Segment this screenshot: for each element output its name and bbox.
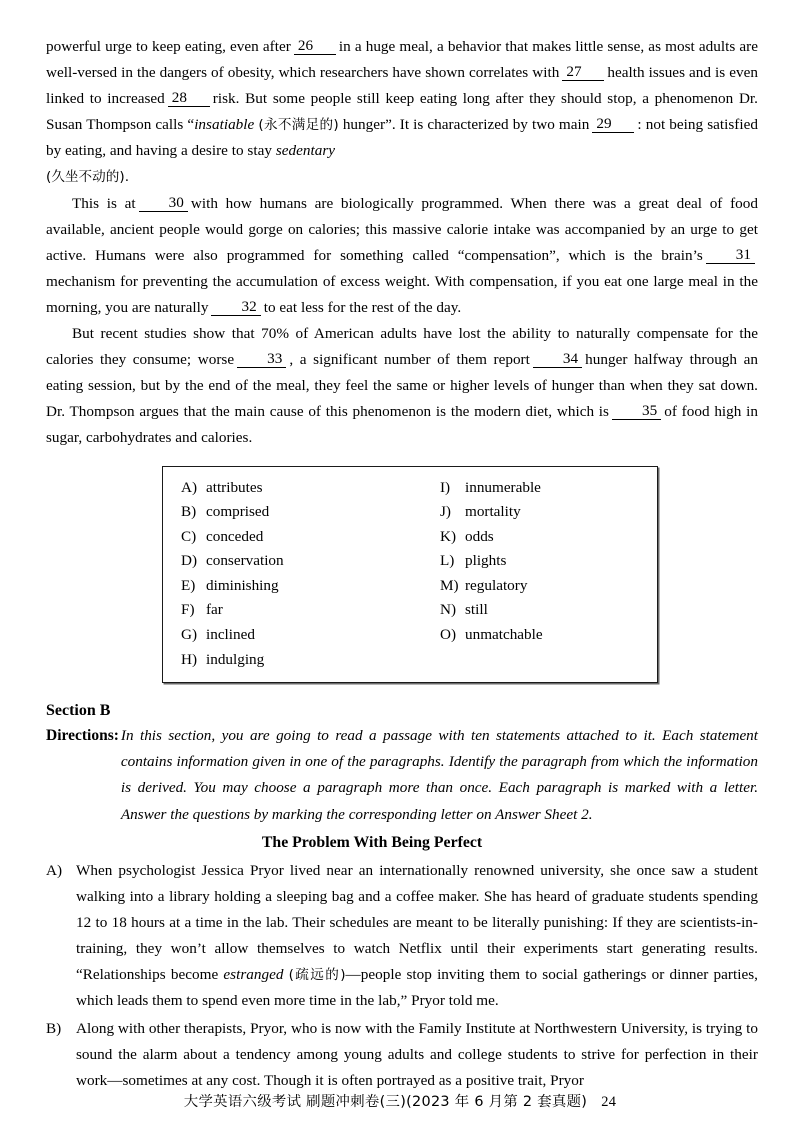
paragraph-text: Along with other therapists, Pryor, who is now with the Family Institute at Northwestern University, is trying to sound the alarm about a tendency among young adults and college students to strive for perfection in their work—sometimes at any cost. Though it is often portrayed as a positive trait, Pryor — [76, 1020, 758, 1090]
blank-30[interactable]: 30 — [139, 194, 188, 212]
cloze-text: , a significant number of them report — [289, 351, 530, 369]
option-word: far — [206, 601, 223, 619]
option-letter: O) — [440, 626, 457, 644]
gloss-sedentary: (久坐不动的). — [46, 169, 130, 186]
option-word: unmatchable — [465, 626, 543, 644]
option-word: comprised — [206, 503, 270, 521]
cloze-text: in a huge meal, a behavior that makes little sense, as most adults are well-versed in the dangers of obesity, which researchers have shown correlates with — [46, 38, 758, 82]
option-word: still — [465, 601, 488, 619]
glossed-word-estranged: estranged — [223, 966, 284, 983]
word-bank-option[interactable] — [440, 598, 657, 623]
blank-26[interactable]: 26 — [294, 37, 336, 55]
option-word: indulging — [206, 650, 265, 668]
cloze-text: risk. But some people still keep eating long after they should stop, a phenomenon Dr. Susan Thompson calls “ — [46, 90, 758, 134]
option-letter: H) — [181, 650, 198, 668]
word-bank-column-right — [410, 476, 657, 673]
cloze-text: health issues and is even linked to increased — [46, 64, 758, 108]
option-letter: N) — [440, 601, 457, 619]
passage-paragraph-a — [46, 858, 758, 1015]
word-bank-option[interactable] — [440, 549, 657, 574]
option-word: diminishing — [206, 576, 279, 594]
blank-31[interactable]: 31 — [706, 246, 755, 264]
cloze-paragraph-2 — [46, 191, 758, 321]
page-footer — [0, 1090, 800, 1111]
option-word: odds — [465, 527, 494, 545]
option-letter: B) — [181, 503, 197, 521]
option-letter: G) — [181, 626, 198, 644]
paragraph-letter: A) — [46, 861, 63, 879]
option-letter: I) — [440, 478, 451, 496]
section-b-heading: Section B — [46, 702, 111, 720]
option-letter: J) — [440, 503, 451, 521]
option-letter: D) — [181, 552, 198, 570]
option-word: regulatory — [465, 576, 528, 594]
option-word: mortality — [465, 503, 521, 521]
word-bank-option[interactable] — [181, 476, 410, 501]
cloze-text: But recent studies show that 70% of American adults have lost the ability to naturally compensate for the calories they consume; worse — [46, 325, 758, 369]
footer-title: 大学英语六级考试 刷题冲刺卷(三)(2023 年 6 月第 2 套真题) — [183, 1094, 588, 1110]
word-bank-option[interactable] — [181, 549, 410, 574]
blank-34[interactable]: 34 — [533, 350, 582, 368]
directions-text: In this section, you are going to read a passage with ten statements attached to it. Each statement contains information given in one of the paragraphs. Identify the paragraph from which the information is derived. You may choose a paragraph more than once. Each paragraph is marked with a letter. Answer the questions by marking the corresponding letter on Answer Sheet 2. — [120, 727, 758, 823]
option-letter: M) — [440, 576, 459, 594]
gloss-estranged: (疏远的) — [288, 967, 346, 983]
blank-27[interactable]: 27 — [562, 63, 604, 81]
gloss-insatiable: (永不满足的) — [258, 117, 339, 134]
option-word: plights — [465, 552, 507, 570]
cloze-paragraph-3 — [46, 321, 758, 451]
option-letter: F) — [181, 601, 195, 619]
blank-32[interactable]: 32 — [211, 298, 260, 316]
word-bank-option[interactable] — [181, 623, 410, 648]
cloze-text: : not being satisfied by eating, and having a desire to stay — [46, 116, 758, 160]
glossed-word-sedentary: sedentary — [275, 142, 336, 160]
directions-block — [46, 723, 758, 827]
word-bank-option[interactable] — [181, 648, 410, 673]
option-letter: C) — [181, 527, 197, 545]
glossed-word-insatiable: insatiable — [194, 116, 255, 134]
cloze-text: of food high in sugar, carbohydrates and calories. — [46, 403, 758, 447]
paragraph-text-part: When psychologist Jessica Pryor lived near an internationally renowned university, she once saw a student walking into a library holding a sleeping bag and a coffee maker. She has heard of graduate students spending 12 to 18 hours at a time in the lab. Their schedules are meant to be literally punishing: If they are scientists-in-training, they won’t allow themselves to watch Netflix until their experiments start generating results. “Relationships become — [76, 861, 758, 983]
option-word: inclined — [206, 626, 255, 644]
cloze-text: hunger halfway through an eating session, but by the end of the meal, they feel the same or higher levels of hunger than when they sat down. Dr. Thompson argues that the main cause of this phenomenon is the modern diet, which is — [46, 351, 758, 421]
paragraph-letter: B) — [46, 1020, 62, 1038]
word-bank-option[interactable] — [440, 525, 657, 550]
word-bank-option[interactable] — [440, 623, 657, 648]
word-bank-box — [162, 466, 658, 684]
option-word: conceded — [206, 527, 264, 545]
cloze-text: mechanism for preventing the accumulation of excess weight. With compensation, if you eat one large meal in the morning, you are naturally — [46, 272, 758, 316]
cloze-paragraph-1 — [46, 34, 758, 191]
blank-29[interactable]: 29 — [592, 115, 634, 133]
word-bank-option[interactable] — [181, 574, 410, 599]
cloze-text: with how humans are biologically programmed. When there was a great deal of food available, ancient people would gorge on calories; this massive calorie intake was accompanied by an urge to get active. Humans were also programmed for something called “compensation”, which is the brain’s — [46, 194, 759, 264]
cloze-text: hunger”. It is characterized by two main — [342, 116, 590, 134]
cloze-text: to eat less for the rest of the day. — [263, 298, 462, 316]
word-bank-column-left — [163, 476, 410, 673]
option-letter: L) — [440, 552, 455, 570]
passage-title: The Problem With Being Perfect — [261, 833, 483, 851]
word-bank-option[interactable] — [440, 476, 657, 501]
paragraph-text — [76, 858, 758, 1015]
option-word: innumerable — [465, 478, 541, 496]
option-word: attributes — [206, 478, 263, 496]
option-letter: K) — [440, 527, 457, 545]
word-bank-option[interactable] — [440, 500, 657, 525]
directions-label: Directions: — [46, 727, 119, 745]
word-bank-option[interactable] — [181, 525, 410, 550]
cloze-text: powerful urge to keep eating, even after — [46, 38, 291, 55]
paragraph-text-part: —people stop inviting them to social gatherings or dinner parties, which leads them to spend even more time in the lab,” Pryor told me. — [76, 966, 758, 1010]
cloze-text: This is at — [72, 194, 136, 212]
word-bank-option[interactable] — [181, 598, 410, 623]
blank-28[interactable]: 28 — [168, 89, 210, 107]
option-letter: A) — [181, 478, 198, 496]
option-word: conservation — [206, 552, 284, 570]
word-bank-option[interactable] — [181, 500, 410, 525]
blank-35[interactable]: 35 — [612, 402, 661, 420]
passage-paragraph-b — [46, 1016, 758, 1094]
page-number: 24 — [601, 1094, 617, 1110]
word-bank-option[interactable] — [440, 574, 657, 599]
blank-33[interactable]: 33 — [237, 350, 286, 368]
option-letter: E) — [181, 576, 196, 594]
